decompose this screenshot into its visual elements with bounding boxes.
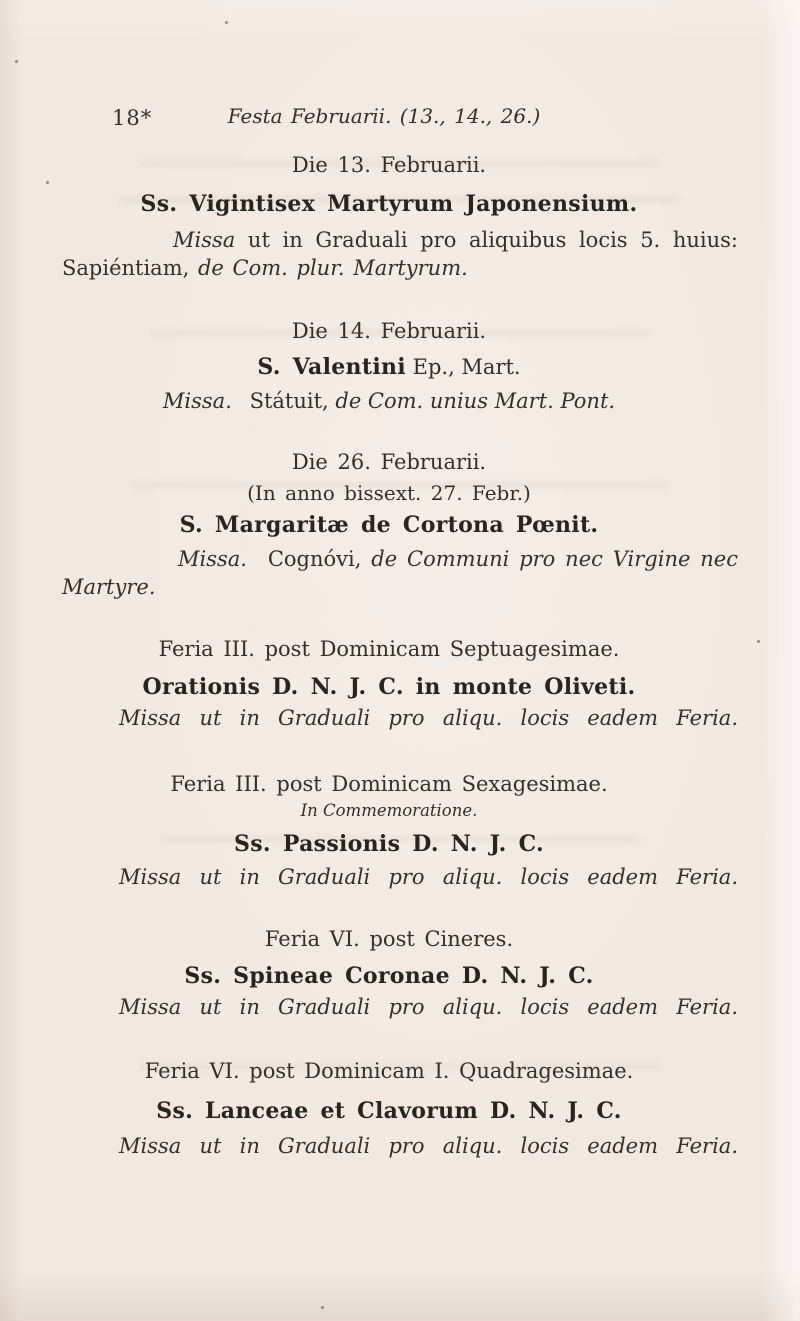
dust-speck — [15, 60, 18, 63]
missa-rubric-line — [62, 254, 738, 282]
dust-speck — [757, 640, 760, 643]
dust-speck — [46, 181, 49, 184]
feast-title-rest: Ep., Mart. — [412, 355, 521, 379]
rubric-segment: Missa — [173, 228, 236, 252]
feast-title-bold: S. Valentini — [257, 354, 406, 380]
rubric-segment: Martyre. — [62, 575, 156, 599]
missa-rubric-line — [62, 545, 738, 573]
rubric-segment: Státuit, — [249, 389, 329, 413]
page-content — [62, 0, 738, 1321]
missa-rubric-line: Missa ut in Graduali pro aliqu. locis eadem Feria. — [119, 706, 738, 730]
feria-heading: Feria III. post Dominicam Septuagesimae. — [158, 637, 620, 661]
bissextile-note: (In anno bissext. 27. Febr.) — [247, 481, 531, 505]
commemoration-note: In Commemoratione. — [300, 801, 478, 820]
missa-rubric-line — [62, 573, 738, 601]
rubric-segment: Missa. — [178, 547, 247, 571]
feria-heading: Feria III. post Dominicam Sexagesimae. — [170, 772, 608, 796]
date-heading: Die 26. Februarii. — [291, 450, 487, 474]
rubric-segment: Cognóvi, — [267, 547, 362, 571]
feast-title: Ss. Lanceae et Clavorum D. N. J. C. — [156, 1098, 622, 1124]
date-heading: Die 14. Februarii. — [291, 319, 487, 343]
rubric-segment: Missa. — [162, 389, 232, 413]
feria-heading: Feria VI. post Cineres. — [264, 927, 514, 951]
feast-title: S. Margaritæ de Cortona Pœnit. — [179, 512, 599, 538]
feast-title: Ss. Passionis D. N. J. C. — [234, 831, 544, 857]
missa-rubric-line: Missa ut in Graduali pro aliqu. locis eadem Feria. — [119, 865, 738, 889]
rubric-segment: Sapiéntiam, — [62, 256, 190, 280]
page-number: 18* — [112, 106, 153, 130]
running-title: Festa Februarii. (13., 14., 26.) — [227, 104, 541, 128]
feria-heading: Feria VI. post Dominicam I. Quadragesimae. — [144, 1059, 634, 1083]
rubric-segment: de Com. plur. Martyrum. — [197, 256, 468, 280]
missa-rubric-line: Missa ut in Graduali pro aliqu. locis eadem Feria. — [119, 995, 738, 1019]
feast-title: Orationis D. N. J. C. in monte Oliveti. — [142, 674, 636, 700]
date-heading: Die 13. Februarii. — [291, 153, 487, 177]
rubric-segment: de Com. unius Mart. Pont. — [335, 389, 616, 413]
missa-rubric-line — [62, 226, 738, 254]
rubric-segment: de Communi pro nec Virgine nec — [371, 547, 738, 571]
missa-rubric-line — [51, 387, 727, 415]
feast-title: Ss. Spineae Coronae D. N. J. C. — [184, 963, 594, 989]
rubric-segment: ut in Graduali pro aliquibus locis 5. huius: — [247, 228, 738, 252]
feast-title — [51, 353, 727, 381]
missa-rubric-line: Missa ut in Graduali pro aliqu. locis eadem Feria. — [119, 1134, 738, 1158]
feast-title: Ss. Vigintisex Martyrum Japonensium. — [140, 191, 638, 217]
